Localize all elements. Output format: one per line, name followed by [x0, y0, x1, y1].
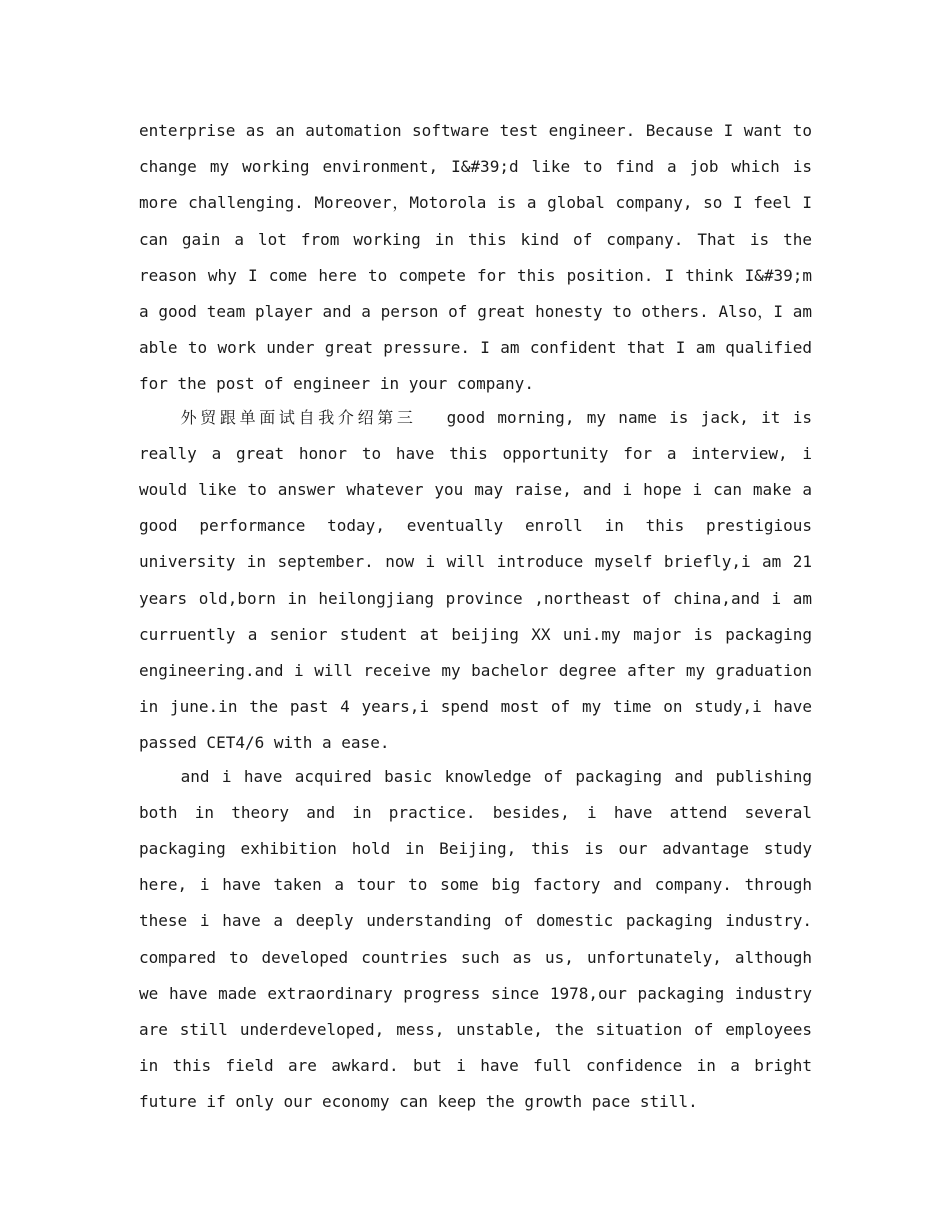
section-heading: 外贸跟单面试自我介绍第三 — [180, 407, 417, 427]
paragraph-1 — [139, 113, 812, 403]
paragraph-2-text: good morning, my name is jack, it is really a great honor to have this opportunity for a interview, i would like to answer whatever you may raise, and i hope i can make a good performance today, eventually enroll in this prestigious university in september. now i will introduce myself briefly,i am 21 years old,born in heilongjiang province ,northeast of china,and i am curruently a senior student at beijing XX uni.my major is packaging engineering.and i will receive my bachelor degree after my graduation in june.in the past 4 years,i spend most of my time on study,i have passed CET4/6 with a ease. — [139, 407, 812, 753]
paragraph-2 — [139, 400, 812, 762]
paragraph-3-text: and i have acquired basic knowledge of packaging and publishing both in theory and in practice. besides, i have attend several packaging exhibition hold in Beijing, this is our advantage study here, i have taken a tour to some big factory and company. through these i have a deeply understanding of domestic packaging industry. compared to developed countries such as us, unfortunately, although we have made extraordinary progress since 1978,our packaging industry are still underdeveloped, mess, unstable, the situation of employees in this field are awkard. but i have full confidence in a bright future if only our economy can keep the growth pace still. — [139, 766, 812, 1112]
paragraph-1-text: enterprise as an automation software test engineer. Because I want to change my working environment, I&#39;d like to find a job which is more challenging. Moreover，Motorola is a global company, so I feel I can gain a lot from working in this kind of company. That is the reason why I come here to compete for this position. I think I&#39;m a good team player and a person of great honesty to others. Also，I am able to work under great pressure. I am confident that I am qualified for the post of engineer in your company. — [139, 121, 812, 394]
paragraph-3 — [139, 759, 812, 1121]
document-body — [139, 113, 812, 1121]
